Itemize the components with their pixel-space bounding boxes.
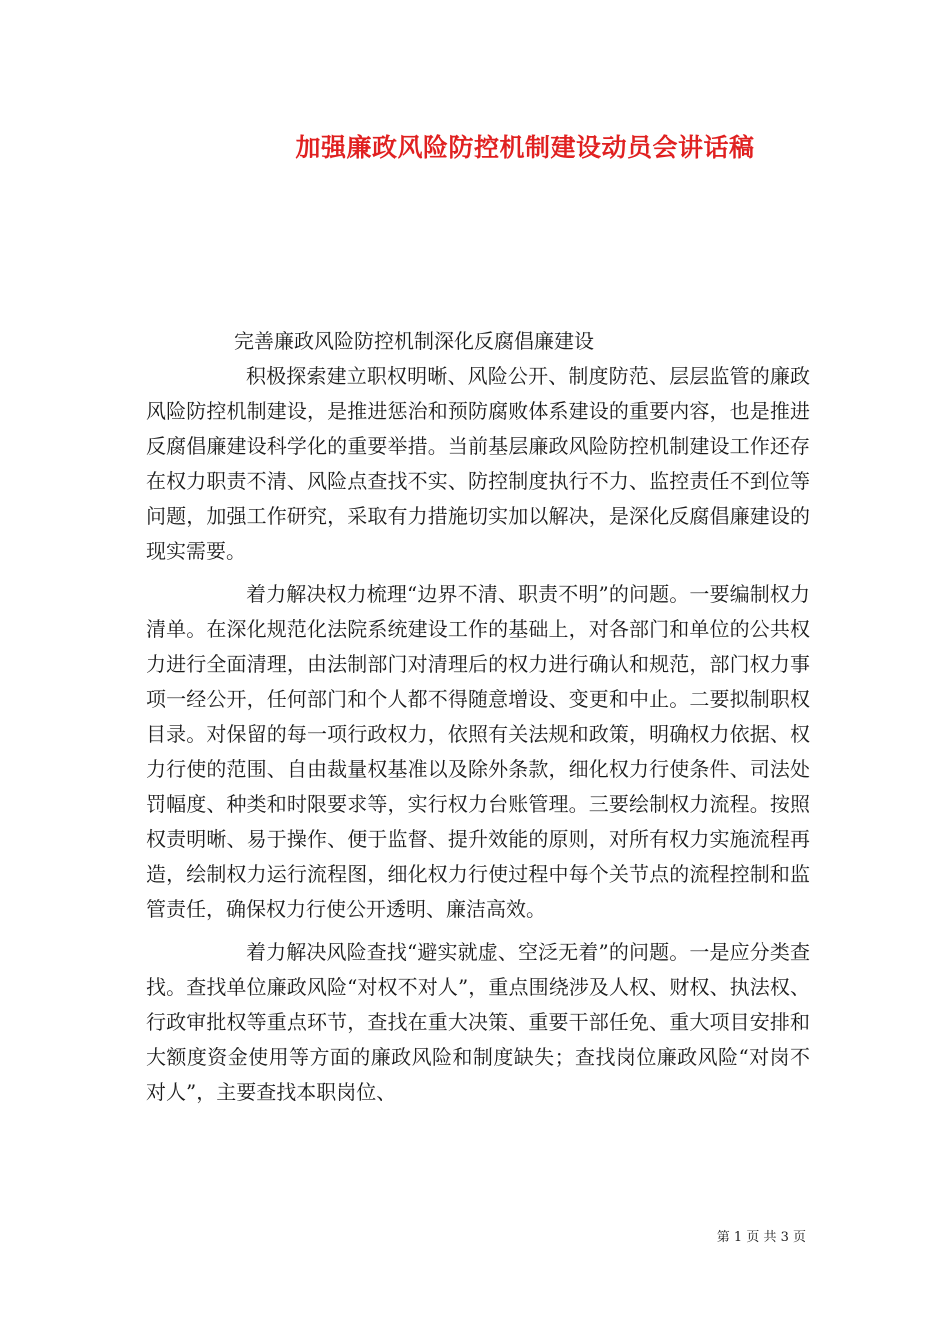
page-number-footer: 第 1 页 共 3 页 <box>716 1230 806 1245</box>
paragraph-2: 着力解决权力梳理“边界不清、职责不明”的问题。一要编制权力清单。在深化规范化法院系统建设工作的基础上，对各部门和单位的公共权力进行全面清理，由法制部门对清理后的权力进行确认和规范，部门权力事项一经公开，任何部门和个人都不得随意增设、变更和中止。二要拟制职权目录。对保留的每一项行政权力，依照有关法规和政策，明确权力依据、权力行使的范围、自由裁量权基准以及除外条款，细化权力行使条件、司法处罚幅度、种类和时限要求等，实行权力台账管理。三要绘制权力流程。按照权责明晰、易于操作、便于监督、提升效能的原则，对所有权力实施流程再造，绘制权力运行流程图，细化权力行使过程中每个关节点的流程控制和监管责任，确保权力行使公开透明、廉洁高效。 <box>146 582 810 921</box>
paragraph-1: 积极探索建立职权明晰、风险公开、制度防范、层层监管的廉政风险防控机制建设，是推进惩治和预防腐败体系建设的重要内容，也是推进反腐倡廉建设科学化的重要举措。当前基层廉政风险防控机制建设工作还存在权力职责不清、风险点查找不实、防控制度执行不力、监控责任不到位等问题，加强工作研究，采取有力措施切实加以解决，是深化反腐倡廉建设的现实需要。 <box>146 364 810 563</box>
paragraph-3: 着力解决风险查找“避实就虚、空泛无着”的问题。一是应分类查找。查找单位廉政风险“对权不对人”，重点围绕涉及人权、财权、执法权、行政审批权等重点环节，查找在重大决策、重要干部任免、重大项目安排和大额度资金使用等方面的廉政风险和制度缺失；查找岗位廉政风险“对岗不对人”，主要查找本职岗位、 <box>146 940 810 1104</box>
document-subtitle: 完善廉政风险防控机制深化反腐倡廉建设 <box>234 329 594 353</box>
document-body <box>146 324 810 1110</box>
document-title: 加强廉政风险防控机制建设动员会讲话稿 <box>295 133 755 162</box>
